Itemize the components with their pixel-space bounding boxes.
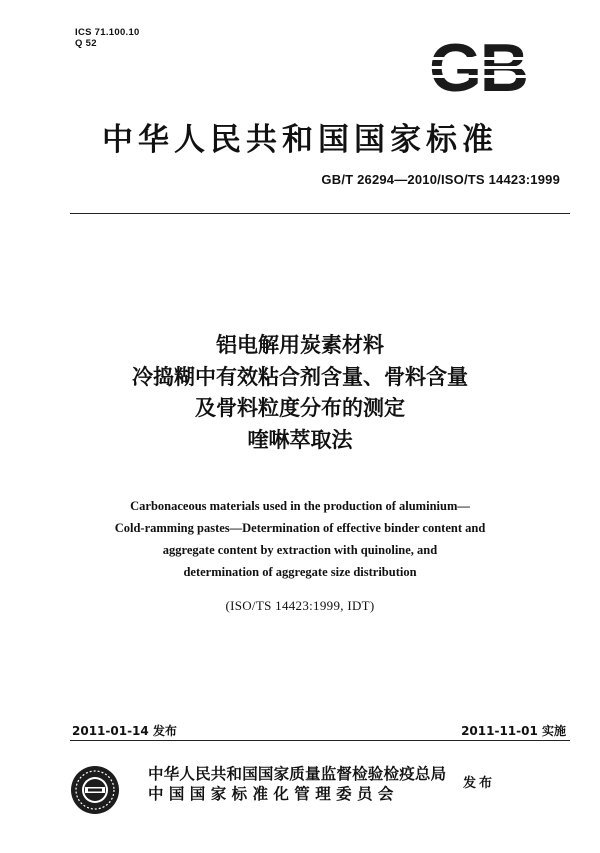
english-title	[0, 495, 600, 583]
chinese-title-line: 及骨料粒度分布的测定	[195, 396, 405, 420]
issuer-sac: 中国国家标准化管理委员会	[148, 785, 399, 803]
chinese-title	[0, 330, 600, 456]
header-divider	[70, 213, 570, 214]
issuer-aqsiq: 中华人民共和国国家质量监督检验检疫总局	[148, 765, 447, 783]
english-title-line: Carbonaceous materials used in the production of aluminium—	[130, 499, 470, 513]
footer-divider	[70, 740, 570, 741]
english-title-line: aggregate content by extraction with quinoline, and	[162, 543, 438, 557]
chinese-title-line: 喹啉萃取法	[247, 427, 353, 452]
adoption-note: (ISO/TS 14423:1999, IDT)	[225, 598, 375, 613]
national-standard-title: 中华人民共和国国家标准	[102, 122, 498, 158]
publish-label: 发布	[463, 776, 496, 791]
english-title-line: determination of aggregate size distribution	[183, 565, 417, 579]
official-seal-icon	[70, 765, 120, 815]
implementation-date: 2011-11-01 实施	[461, 724, 566, 738]
issue-date: 2011-01-14 发布	[72, 724, 177, 738]
ics-code: ICS 71.100.10	[75, 27, 140, 38]
chinese-title-line: 铝电解用炭素材料	[216, 333, 384, 357]
chinese-title-line: 冷捣糊中有效粘合剂含量、骨料含量	[132, 364, 468, 389]
standard-number: GB/T 26294—2010/ISO/TS 14423:1999	[321, 172, 560, 187]
classification-codes	[75, 27, 140, 49]
gb-logo	[423, 40, 533, 94]
ccs-code: Q 52	[75, 38, 97, 49]
english-title-line: Cold-ramming pastes—Determination of effective binder content and	[114, 521, 486, 535]
